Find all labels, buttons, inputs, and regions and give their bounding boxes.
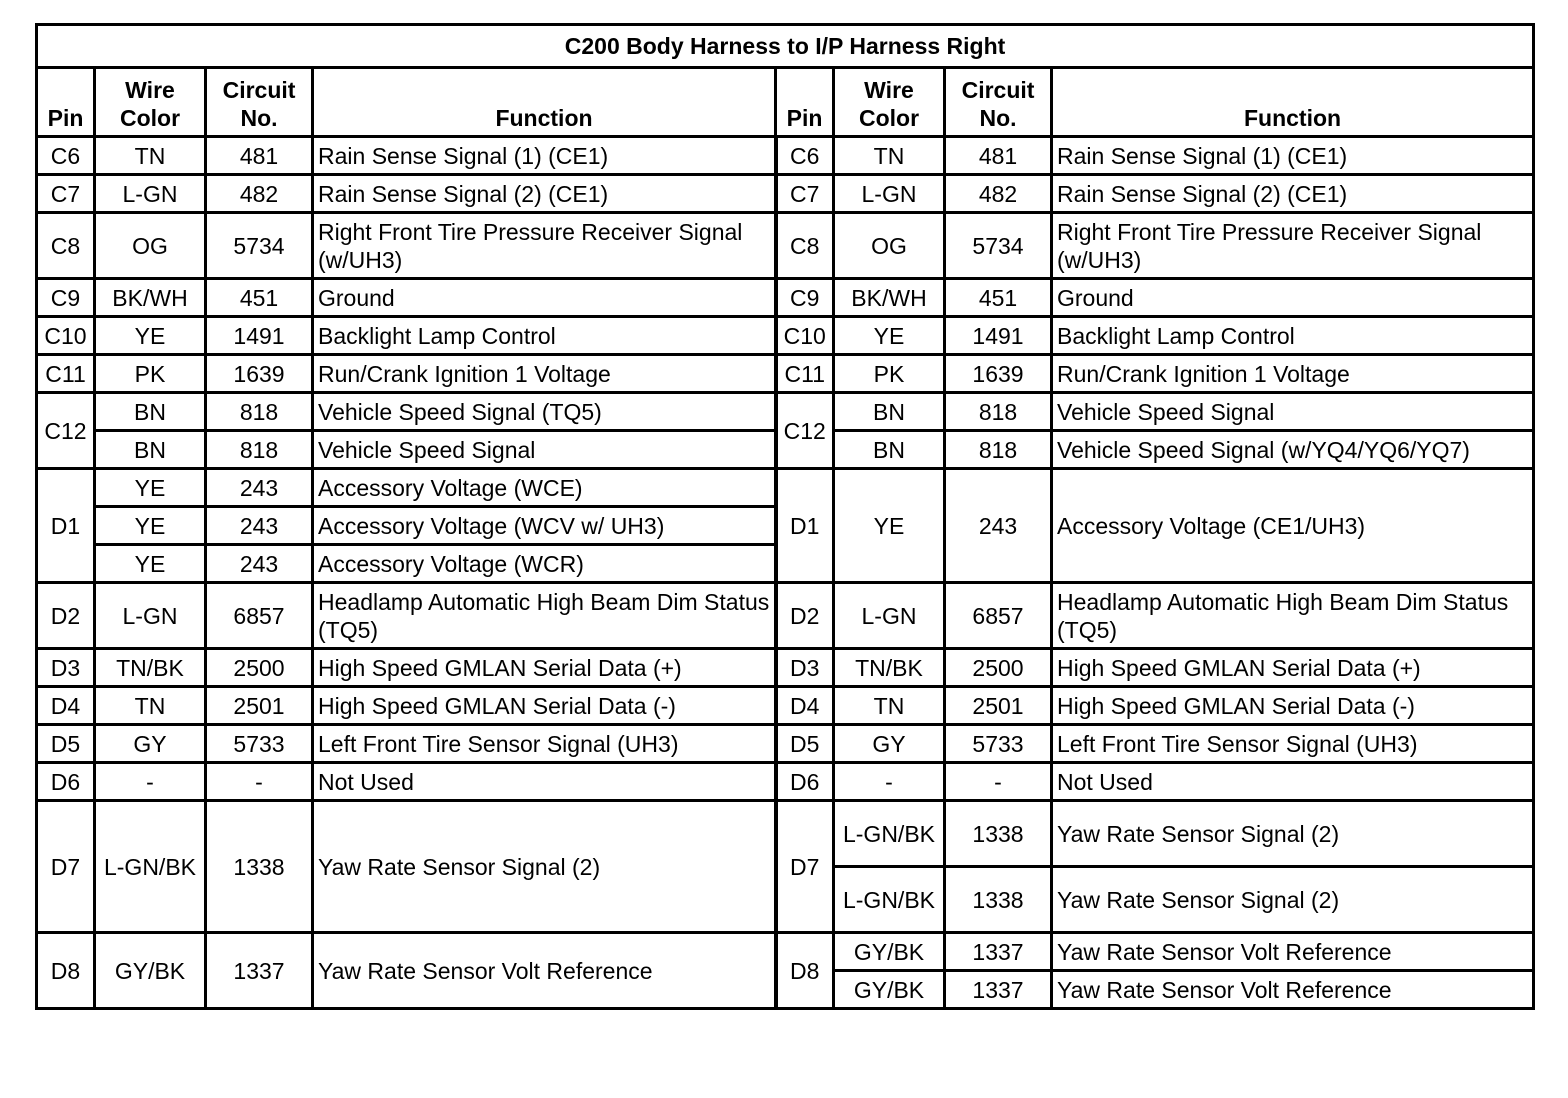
connector-table-container <box>35 23 1532 1010</box>
function-cell: Run/Crank Ignition 1 Voltage <box>1052 355 1534 393</box>
table-row <box>37 279 1534 317</box>
table-row <box>37 355 1534 393</box>
pin-cell: D4 <box>776 687 834 725</box>
pin-cell: D5 <box>776 725 834 763</box>
table-row <box>37 469 1534 507</box>
wire-color-cell: OG <box>834 213 945 279</box>
pin-cell: C9 <box>776 279 834 317</box>
circuit-cell: 1639 <box>945 355 1052 393</box>
circuit-cell: 2501 <box>945 687 1052 725</box>
wire-color-cell: BK/WH <box>95 279 206 317</box>
function-cell: Right Front Tire Pressure Receiver Signal (w/UH3) <box>1052 213 1534 279</box>
wire-color-cell: BN <box>95 393 206 431</box>
pin-cell: D7 <box>776 801 834 933</box>
function-cell: Ground <box>1052 279 1534 317</box>
wire-color-cell: GY <box>95 725 206 763</box>
table-row <box>37 393 1534 431</box>
wire-color-cell: TN <box>834 687 945 725</box>
pin-cell: D8 <box>776 933 834 1009</box>
circuit-cell: 818 <box>945 431 1052 469</box>
function-cell: Left Front Tire Sensor Signal (UH3) <box>313 725 776 763</box>
function-cell: High Speed GMLAN Serial Data (+) <box>313 649 776 687</box>
table-row <box>37 175 1534 213</box>
function-cell: Rain Sense Signal (2) (CE1) <box>1052 175 1534 213</box>
table-row <box>37 213 1534 279</box>
wire-color-cell: L-GN <box>834 175 945 213</box>
table-row <box>37 137 1534 175</box>
function-cell: Accessory Voltage (WCV w/ UH3) <box>313 507 776 545</box>
wire-color-cell: - <box>834 763 945 801</box>
wire-color-cell: PK <box>95 355 206 393</box>
circuit-cell: - <box>945 763 1052 801</box>
pin-cell: C10 <box>776 317 834 355</box>
pin-cell: C6 <box>776 137 834 175</box>
circuit-cell: 482 <box>206 175 313 213</box>
function-cell: Ground <box>313 279 776 317</box>
header-pin-right: Pin <box>776 68 834 137</box>
wire-color-cell: L-GN/BK <box>834 801 945 867</box>
table-row <box>37 801 1534 867</box>
pin-cell: D3 <box>37 649 95 687</box>
header-wire-color-right: Wire Color <box>834 68 945 137</box>
wire-color-cell: YE <box>834 317 945 355</box>
circuit-cell: 1491 <box>206 317 313 355</box>
circuit-cell: 6857 <box>206 583 313 649</box>
pin-cell: C9 <box>37 279 95 317</box>
table-row <box>37 317 1534 355</box>
circuit-cell: 818 <box>206 431 313 469</box>
wire-color-cell: L-GN <box>95 583 206 649</box>
function-cell: Backlight Lamp Control <box>1052 317 1534 355</box>
wire-color-cell: YE <box>95 317 206 355</box>
wire-color-cell: TN <box>95 687 206 725</box>
wire-color-cell: TN <box>834 137 945 175</box>
table-title: C200 Body Harness to I/P Harness Right <box>37 25 1534 68</box>
header-function-left: Function <box>313 68 776 137</box>
pin-cell: D2 <box>776 583 834 649</box>
circuit-cell: 451 <box>945 279 1052 317</box>
table-row <box>37 933 1534 971</box>
circuit-cell: 1337 <box>945 933 1052 971</box>
function-cell: Headlamp Automatic High Beam Dim Status (TQ5) <box>313 583 776 649</box>
wire-color-cell: TN/BK <box>95 649 206 687</box>
wire-color-cell: GY/BK <box>834 971 945 1009</box>
pin-cell: D1 <box>37 469 95 583</box>
function-cell: Yaw Rate Sensor Volt Reference <box>313 933 776 1009</box>
pin-cell: D5 <box>37 725 95 763</box>
function-cell: Rain Sense Signal (2) (CE1) <box>313 175 776 213</box>
circuit-cell: 1491 <box>945 317 1052 355</box>
circuit-cell: 243 <box>206 507 313 545</box>
function-cell: Rain Sense Signal (1) (CE1) <box>1052 137 1534 175</box>
wire-color-cell: - <box>95 763 206 801</box>
circuit-cell: 5734 <box>206 213 313 279</box>
circuit-cell: 1337 <box>945 971 1052 1009</box>
wire-color-cell: L-GN/BK <box>834 867 945 933</box>
wire-color-cell: YE <box>95 507 206 545</box>
circuit-cell: 818 <box>945 393 1052 431</box>
function-cell: Vehicle Speed Signal (w/YQ4/YQ6/YQ7) <box>1052 431 1534 469</box>
pin-cell: C10 <box>37 317 95 355</box>
wire-color-cell: YE <box>834 469 945 583</box>
table-row <box>37 687 1534 725</box>
header-function-right: Function <box>1052 68 1534 137</box>
wire-color-cell: BN <box>834 431 945 469</box>
pin-cell: D3 <box>776 649 834 687</box>
function-cell: Backlight Lamp Control <box>313 317 776 355</box>
function-cell: Right Front Tire Pressure Receiver Signal (w/UH3) <box>313 213 776 279</box>
circuit-cell: 481 <box>945 137 1052 175</box>
pin-cell: C11 <box>776 355 834 393</box>
wire-color-cell: GY/BK <box>834 933 945 971</box>
pin-cell: D8 <box>37 933 95 1009</box>
circuit-cell: 243 <box>206 545 313 583</box>
function-cell: Not Used <box>1052 763 1534 801</box>
function-cell: Yaw Rate Sensor Volt Reference <box>1052 933 1534 971</box>
header-circuit-right: Circuit No. <box>945 68 1052 137</box>
function-cell: High Speed GMLAN Serial Data (+) <box>1052 649 1534 687</box>
function-cell: Accessory Voltage (WCR) <box>313 545 776 583</box>
wire-color-cell: GY/BK <box>95 933 206 1009</box>
pin-cell: C8 <box>776 213 834 279</box>
wire-color-cell: YE <box>95 469 206 507</box>
pin-cell: C8 <box>37 213 95 279</box>
header-circuit-left: Circuit No. <box>206 68 313 137</box>
circuit-cell: 1338 <box>945 867 1052 933</box>
pin-cell: C12 <box>37 393 95 469</box>
table-row <box>37 763 1534 801</box>
wire-color-cell: YE <box>95 545 206 583</box>
circuit-cell: 1338 <box>206 801 313 933</box>
function-cell: Rain Sense Signal (1) (CE1) <box>313 137 776 175</box>
wire-color-cell: L-GN/BK <box>95 801 206 933</box>
wire-color-cell: TN <box>95 137 206 175</box>
connector-pinout-table <box>35 23 1535 1010</box>
circuit-cell: 2500 <box>945 649 1052 687</box>
function-cell: Accessory Voltage (CE1/UH3) <box>1052 469 1534 583</box>
wire-color-cell: L-GN <box>95 175 206 213</box>
header-wire-color-left: Wire Color <box>95 68 206 137</box>
circuit-cell: 6857 <box>945 583 1052 649</box>
wire-color-cell: BN <box>834 393 945 431</box>
circuit-cell: 1639 <box>206 355 313 393</box>
wire-color-cell: TN/BK <box>834 649 945 687</box>
table-row <box>37 583 1534 649</box>
circuit-cell: 5733 <box>206 725 313 763</box>
circuit-cell: 1338 <box>945 801 1052 867</box>
function-cell: Vehicle Speed Signal (TQ5) <box>313 393 776 431</box>
function-cell: Vehicle Speed Signal <box>313 431 776 469</box>
circuit-cell: 451 <box>206 279 313 317</box>
table-row <box>37 649 1534 687</box>
pin-cell: D6 <box>37 763 95 801</box>
function-cell: Yaw Rate Sensor Volt Reference <box>1052 971 1534 1009</box>
function-cell: Left Front Tire Sensor Signal (UH3) <box>1052 725 1534 763</box>
circuit-cell: 243 <box>945 469 1052 583</box>
circuit-cell: 1337 <box>206 933 313 1009</box>
wire-color-cell: PK <box>834 355 945 393</box>
function-cell: Yaw Rate Sensor Signal (2) <box>1052 801 1534 867</box>
wire-color-cell: L-GN <box>834 583 945 649</box>
circuit-cell: 481 <box>206 137 313 175</box>
circuit-cell: 243 <box>206 469 313 507</box>
pin-cell: D6 <box>776 763 834 801</box>
wire-color-cell: OG <box>95 213 206 279</box>
function-cell: Accessory Voltage (WCE) <box>313 469 776 507</box>
pin-cell: D4 <box>37 687 95 725</box>
pin-cell: C12 <box>776 393 834 469</box>
function-cell: High Speed GMLAN Serial Data (-) <box>313 687 776 725</box>
function-cell: Headlamp Automatic High Beam Dim Status (TQ5) <box>1052 583 1534 649</box>
pin-cell: D2 <box>37 583 95 649</box>
function-cell: Not Used <box>313 763 776 801</box>
circuit-cell: 2501 <box>206 687 313 725</box>
circuit-cell: - <box>206 763 313 801</box>
circuit-cell: 5733 <box>945 725 1052 763</box>
function-cell: Yaw Rate Sensor Signal (2) <box>1052 867 1534 933</box>
pin-cell: C7 <box>37 175 95 213</box>
table-row <box>37 725 1534 763</box>
pin-cell: C7 <box>776 175 834 213</box>
function-cell: High Speed GMLAN Serial Data (-) <box>1052 687 1534 725</box>
header-row <box>37 68 1534 137</box>
pin-cell: C6 <box>37 137 95 175</box>
pin-cell: C11 <box>37 355 95 393</box>
circuit-cell: 2500 <box>206 649 313 687</box>
circuit-cell: 482 <box>945 175 1052 213</box>
wire-color-cell: BN <box>95 431 206 469</box>
wire-color-cell: GY <box>834 725 945 763</box>
pin-cell: D7 <box>37 801 95 933</box>
function-cell: Vehicle Speed Signal <box>1052 393 1534 431</box>
pin-cell: D1 <box>776 469 834 583</box>
circuit-cell: 5734 <box>945 213 1052 279</box>
function-cell: Run/Crank Ignition 1 Voltage <box>313 355 776 393</box>
function-cell: Yaw Rate Sensor Signal (2) <box>313 801 776 933</box>
circuit-cell: 818 <box>206 393 313 431</box>
wire-color-cell: BK/WH <box>834 279 945 317</box>
header-pin-left: Pin <box>37 68 95 137</box>
